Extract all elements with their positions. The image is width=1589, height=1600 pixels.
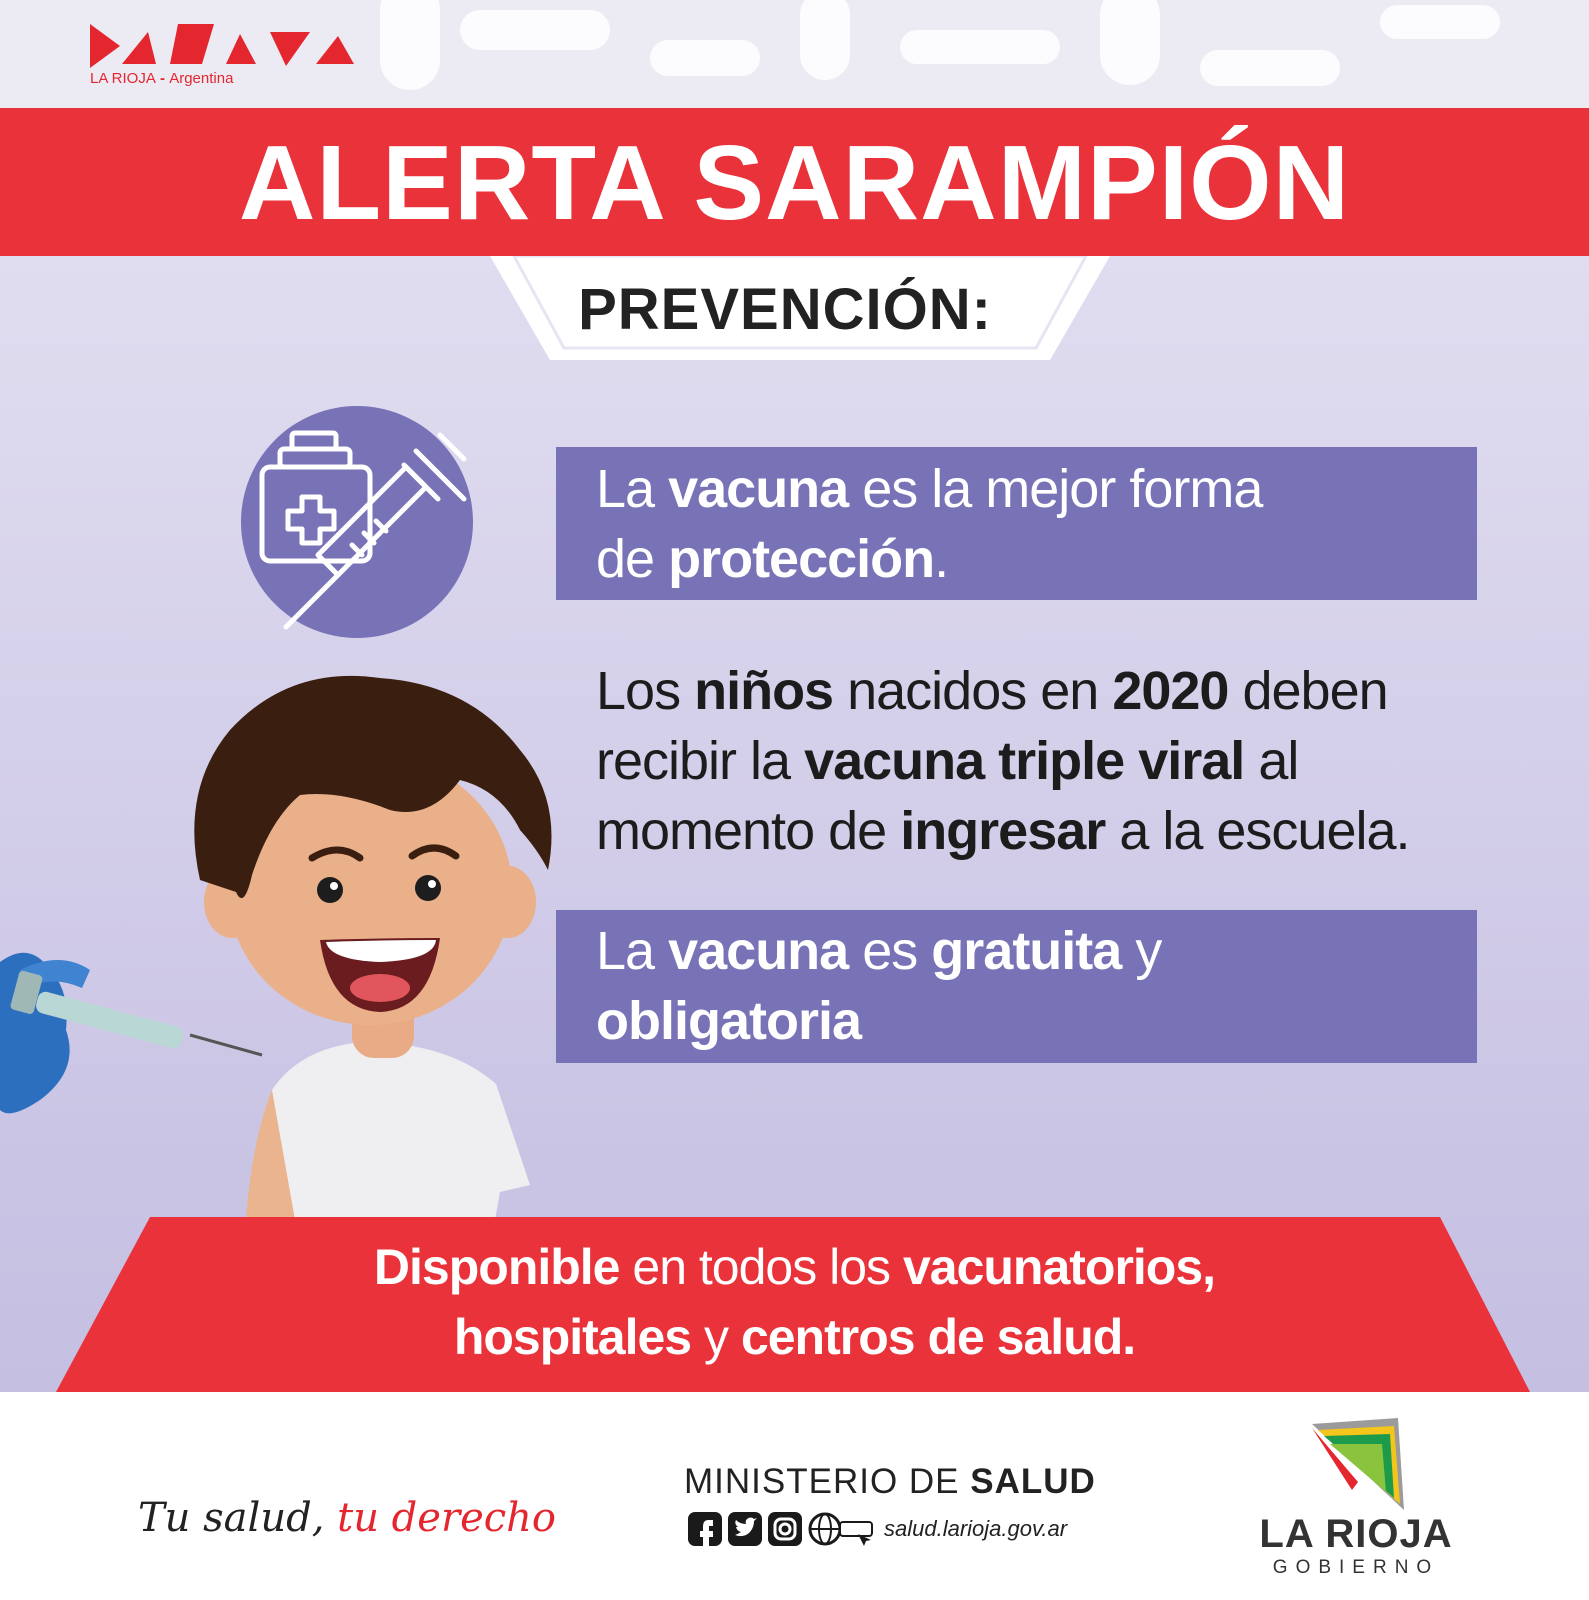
ministry-name: MINISTERIO DE SALUD [684,1462,1096,1501]
point-1-text: La vacuna es la mejor forma de protección. [596,459,1263,589]
boy-vaccination-illustration [0,670,580,1220]
website-link[interactable]: salud.larioja.gov.ar [884,1516,1068,1541]
slogan: Tu salud, tu derecho [138,1495,556,1541]
point-3-text: La vacuna es gratuita y obligatoria [596,921,1162,1051]
brand-country: Argentina [169,70,234,87]
brand-label: LA RIOJA - Argentina [90,70,234,87]
facebook-icon [688,1512,722,1546]
subtitle: PREVENCIÓN: [578,277,992,342]
instagram-icon [768,1512,802,1546]
government-subtitle: GOBIERNO [1272,1557,1440,1578]
brand-name: LA RIOJA [90,70,156,87]
government-emblem [1312,1418,1408,1510]
government-name: LA RIOJA [1259,1512,1453,1556]
page-title: ALERTA SARAMPIÓN [238,124,1351,242]
la-rioja-logo [90,20,360,72]
web-globe-icon [810,1514,872,1546]
point-2-text: Los niños nacidos en 2020 deben recibir la vacuna triple viral al momento de ingresar a la escuela. [596,661,1410,861]
vaccine-syringe-icon [240,405,475,640]
availability-text: Disponible en todos los vacunatorios, hospitales y centros de salud. [373,1239,1216,1365]
twitter-icon [728,1512,762,1546]
social-icons [688,1510,878,1550]
